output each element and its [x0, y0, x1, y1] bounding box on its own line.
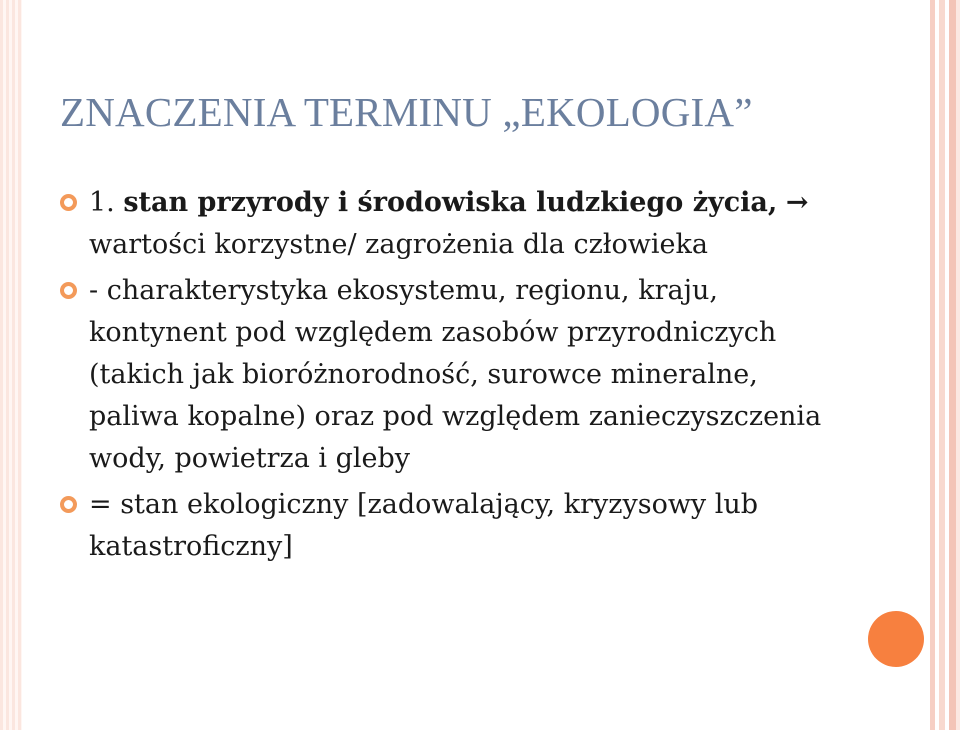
bullet-circle-icon	[60, 194, 77, 211]
bullet-item-3	[60, 484, 850, 568]
bullet-item-2	[60, 270, 850, 480]
left-decorative-border	[0, 0, 22, 730]
bullet-list	[60, 182, 850, 572]
decorative-orange-circle	[868, 611, 924, 667]
bullet-circle-icon	[60, 282, 77, 299]
bullet-item-1	[60, 182, 850, 266]
bullet-text: = stan ekologiczny [zadowalający, kryzysowy lub katastroficzny]	[89, 489, 759, 562]
bullet-text: wartości korzystne/ zagrożenia dla człowieka	[89, 229, 708, 260]
right-decorative-border	[928, 0, 960, 730]
bullet-circle-icon	[60, 496, 77, 513]
right-arrow-icon: →	[785, 187, 809, 218]
bullet-text: - charakterystyka ekosystemu, regionu, kraju, kontynent pod względem zasobów przyrodniczych (takich jak bioróżnorodność, surowce mineralne, paliwa kopalne) oraz pod względem zanieczyszczenia wody, powietrza i gleby	[89, 275, 822, 474]
bullet-number: 1.	[89, 187, 115, 218]
slide-title: ZNACZENIA TERMINU „EKOLOGIA”	[60, 89, 753, 135]
bullet-bold-text: stan przyrody i środowiska ludzkiego życia,	[123, 187, 778, 218]
